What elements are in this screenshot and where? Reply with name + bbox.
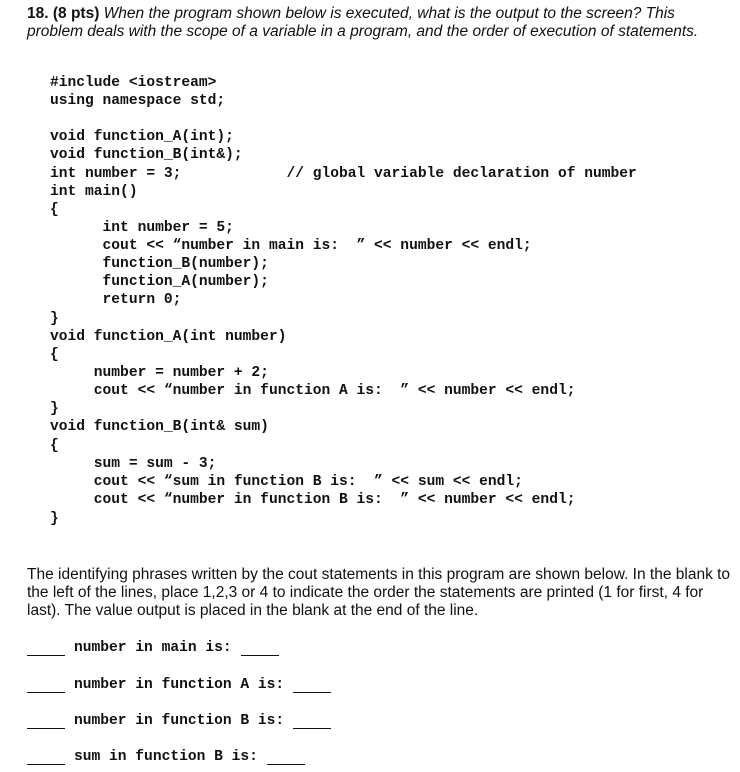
code-line: void function_A(int);	[50, 129, 234, 145]
code-line: void function_B(int& sum)	[50, 419, 269, 435]
value-blank[interactable]	[241, 641, 279, 656]
order-blank[interactable]	[27, 641, 65, 656]
code-line: {	[50, 438, 59, 454]
code-line: }	[50, 311, 59, 327]
code-line: number = number + 2;	[50, 365, 269, 381]
code-line: cout << “number in main is: ” << number << endl;	[50, 238, 532, 254]
code-line: using namespace std;	[50, 93, 226, 109]
instructions-text: The identifying phrases written by the cout statements in this program are shown below. In the blank to the left of the lines, place 1,2,3 or 4 to indicate the order the statements are printed (1 for first, 4 for last). The value output is placed in the blank at the end of the line.	[27, 566, 731, 619]
code-line: int main()	[50, 184, 138, 200]
code-line: cout << “number in function B is: ” << number << endl;	[50, 492, 576, 508]
order-blank[interactable]	[27, 750, 65, 765]
output-phrase: number in function B is:	[74, 713, 285, 729]
question-number: 18. (8 pts)	[27, 5, 100, 22]
code-line: }	[50, 401, 59, 417]
output-phrase: number in main is:	[74, 640, 232, 656]
question-prompt	[27, 5, 717, 41]
value-blank[interactable]	[293, 714, 331, 729]
answer-line-main	[27, 636, 279, 656]
code-line: function_A(number);	[50, 274, 269, 290]
code-line: {	[50, 202, 59, 218]
code-line: cout << “sum in function B is: ” << sum << endl;	[50, 474, 523, 490]
order-blank[interactable]	[27, 678, 65, 693]
order-blank[interactable]	[27, 714, 65, 729]
output-phrase: sum in function B is:	[74, 749, 258, 765]
answer-line-function-b-sum	[27, 745, 305, 765]
question-text: When the program shown below is executed, what is the output to the screen? This problem deals with the scope of a variable in a program, and the order of execution of statements.	[27, 5, 699, 40]
code-line: #include <iostream>	[50, 75, 217, 91]
answer-line-function-b-number	[27, 709, 331, 729]
code-line: cout << “number in function A is: ” << number << endl;	[50, 383, 576, 399]
code-line: }	[50, 511, 59, 527]
code-line: function_B(number);	[50, 256, 269, 272]
code-line: void function_B(int&);	[50, 147, 243, 163]
code-line: return 0;	[50, 292, 182, 308]
answer-line-function-a	[27, 673, 331, 693]
output-phrase: number in function A is:	[74, 677, 285, 693]
code-line: void function_A(int number)	[50, 329, 287, 345]
code-line: int number = 5;	[50, 220, 234, 236]
code-line: int number = 3; // global variable declaration of number	[50, 166, 637, 182]
code-line: sum = sum - 3;	[50, 456, 217, 472]
value-blank[interactable]	[267, 750, 305, 765]
code-line: {	[50, 347, 59, 363]
value-blank[interactable]	[293, 678, 331, 693]
